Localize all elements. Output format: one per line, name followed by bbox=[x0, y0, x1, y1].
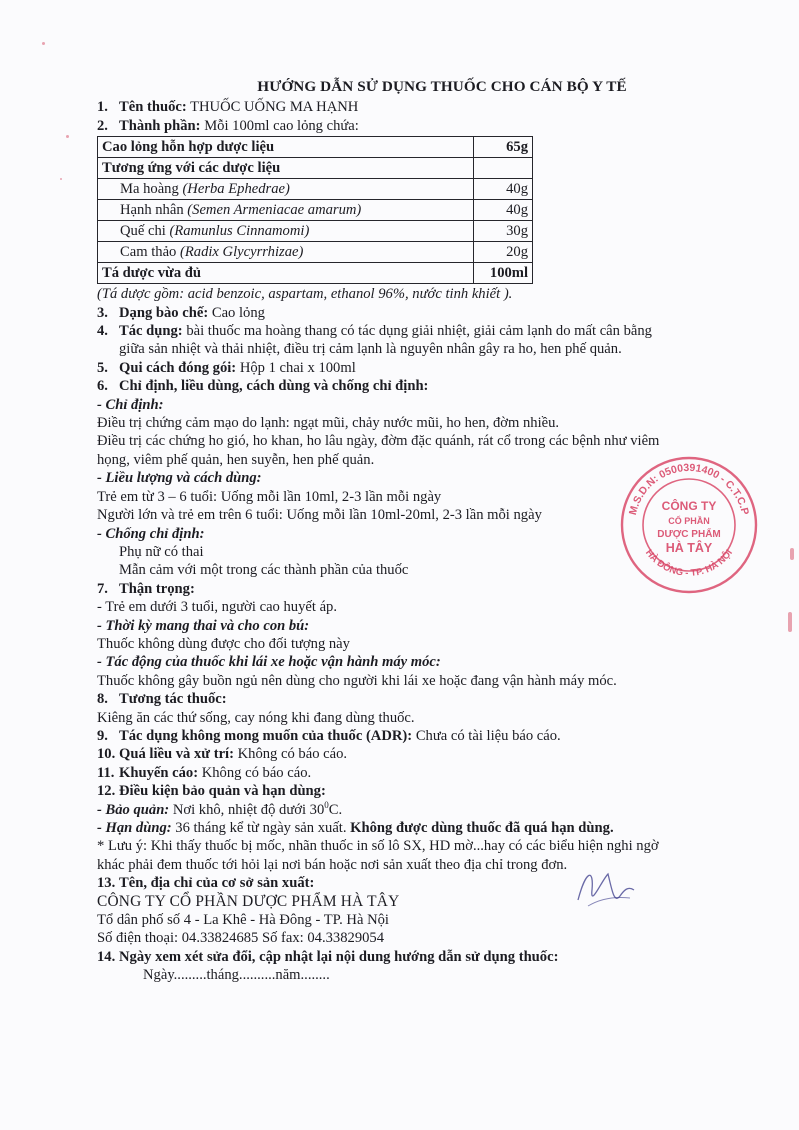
section-number: 7. bbox=[97, 580, 108, 597]
ingredient-latin: (Herba Ephedrae) bbox=[182, 180, 290, 197]
ingredient-name: Hạnh nhân bbox=[120, 201, 184, 218]
indication-line: Điều trị chứng cảm mạo do lạnh: ngạt mũi, chảy nước mũi, ho hen, đờm nhiều. bbox=[97, 415, 560, 432]
table-row bbox=[98, 200, 533, 221]
company-name: CÔNG TY CỔ PHẦN DƯỢC PHẨM HÀ TÂY bbox=[97, 892, 400, 910]
section-label: Tên, địa chỉ của cơ sở sản xuất: bbox=[119, 875, 315, 892]
section-number: 2. bbox=[97, 117, 108, 134]
section-label: Khuyến cáo: bbox=[119, 764, 199, 781]
section-number: 8. bbox=[97, 691, 108, 708]
ingredient-cell bbox=[98, 179, 474, 200]
table-row bbox=[98, 179, 533, 200]
section-label: Tương tác thuốc: bbox=[119, 691, 227, 708]
ingredient-qty bbox=[474, 158, 533, 179]
pregnancy-heading: - Thời kỳ mang thai và cho con bú: bbox=[97, 617, 310, 634]
driving-heading: - Tác động của thuốc khi lái xe hoặc vận hành máy móc: bbox=[97, 654, 441, 671]
section-text: Không có báo cáo. bbox=[237, 746, 348, 763]
section-3 bbox=[97, 304, 757, 322]
section-text: Cao lỏng bbox=[211, 304, 265, 321]
contraindication-line: Phụ nữ có thai bbox=[119, 543, 204, 560]
table-row bbox=[98, 137, 533, 158]
precaution-line: - Trẻ em dưới 3 tuổi, người cao huyết áp. bbox=[97, 599, 337, 616]
ingredient-qty: 100ml bbox=[474, 263, 533, 284]
ingredient-name: Ma hoàng bbox=[120, 180, 179, 197]
contraindication-heading: - Chống chỉ định: bbox=[97, 525, 205, 542]
section-text: bài thuốc ma hoàng thang có tác dụng giải nhiệt, giải cảm lạnh do mất cân bằng bbox=[186, 323, 652, 340]
ingredient-cell bbox=[98, 221, 474, 242]
ingredient-name: Cam thảo bbox=[120, 243, 177, 260]
table-row bbox=[98, 263, 533, 284]
section-number: 9. bbox=[97, 727, 108, 744]
section-number: 4. bbox=[97, 323, 108, 340]
expiry-line bbox=[97, 819, 757, 837]
section-number: 11. bbox=[97, 764, 115, 781]
stamp-bottom-text: HÀ ĐÔNG - TP. HÀ NỘI bbox=[643, 547, 735, 579]
ingredient-name: Quế chi bbox=[120, 222, 166, 239]
section-11 bbox=[97, 764, 757, 782]
section-2 bbox=[97, 117, 757, 135]
section-6 bbox=[97, 377, 757, 395]
pregnancy-text: Thuốc không dùng được cho đối tượng này bbox=[97, 635, 350, 652]
document-title: HƯỚNG DẪN SỬ DỤNG THUỐC CHO CÁN BỘ Y TẾ bbox=[257, 78, 627, 95]
section-number: 12. bbox=[97, 783, 116, 800]
ingredient-latin: (Radix Glycyrrhizae) bbox=[180, 243, 304, 260]
section-text: Chưa có tài liệu báo cáo. bbox=[415, 727, 561, 744]
dosage-line: Người lớn và trẻ em trên 6 tuổi: Uống mỗi lần 10ml-20ml, 2-3 lần mỗi ngày bbox=[97, 507, 542, 524]
ingredient-latin: (Ramunlus Cinnamomi) bbox=[169, 222, 310, 239]
section-text: THUỐC UỐNG MA HẠNH bbox=[190, 99, 359, 116]
storage-unit: C. bbox=[328, 801, 343, 818]
section-text: Không có báo cáo. bbox=[201, 764, 312, 781]
storage-label: - Bảo quản: bbox=[97, 801, 170, 818]
section-5 bbox=[97, 359, 757, 377]
section-number: 5. bbox=[97, 359, 108, 376]
section-label: Tên thuốc: bbox=[119, 99, 187, 116]
ingredient-qty: 65g bbox=[474, 137, 533, 158]
ingredient-qty: 40g bbox=[474, 179, 533, 200]
stamp-line-4: HÀ TÂY bbox=[665, 541, 713, 555]
storage-line bbox=[97, 801, 757, 819]
expiry-warning: Không được dùng thuốc đã quá hạn dùng. bbox=[350, 820, 614, 836]
ingredients-table bbox=[97, 136, 533, 284]
section-number: 14. bbox=[97, 948, 116, 965]
interaction-text: Kiêng ăn các thứ sống, cay nóng khi đang dùng thuốc. bbox=[97, 709, 415, 726]
ingredient-name: Cao lỏng hỗn hợp dược liệu bbox=[98, 137, 474, 158]
ingredient-cell bbox=[98, 200, 474, 221]
ingredient-cell bbox=[98, 242, 474, 263]
section-1 bbox=[97, 98, 757, 116]
scan-speck bbox=[42, 42, 45, 45]
dosage-heading: - Liều lượng và cách dùng: bbox=[97, 470, 262, 487]
indication-line: họng, viêm phế quản, hen suyễn, hen phế quản. bbox=[97, 451, 375, 468]
section-10 bbox=[97, 745, 757, 763]
scan-speck bbox=[60, 178, 62, 180]
indication-heading: - Chỉ định: bbox=[97, 396, 164, 413]
section-8 bbox=[97, 690, 757, 708]
table-row bbox=[98, 242, 533, 263]
section-number: 1. bbox=[97, 99, 108, 116]
storage-text: Nơi khô, nhiệt độ dưới 30 bbox=[172, 801, 325, 818]
stamp-line-3: DƯỢC PHẨM bbox=[657, 529, 721, 540]
table-row bbox=[98, 158, 533, 179]
section-label: Thành phần: bbox=[119, 117, 201, 134]
degree-superscript: 0 bbox=[324, 799, 329, 810]
ingredient-name: Tá dược vừa đủ bbox=[98, 263, 474, 284]
ingredient-name: Tương ứng với các dược liệu bbox=[98, 158, 474, 179]
ingredient-qty: 30g bbox=[474, 221, 533, 242]
section-12 bbox=[97, 782, 757, 800]
section-number: 3. bbox=[97, 304, 108, 321]
excipient-note: (Tá dược gồm: acid benzoic, aspartam, ethanol 96%, nước tinh khiết ). bbox=[97, 286, 513, 303]
expiry-label: - Hạn dùng: bbox=[97, 820, 172, 836]
section-number: 10. bbox=[97, 746, 116, 763]
stamp-line-1: CÔNG TY bbox=[661, 499, 717, 513]
section-4-continued: giữa sản nhiệt và thải nhiệt, điều trị cảm lạnh là nguyên nhân gây ra ho, hen phế quản. bbox=[119, 341, 622, 358]
signature bbox=[568, 860, 648, 920]
section-label: Tác dụng không mong muốn của thuốc (ADR): bbox=[119, 727, 413, 744]
stamp-line-2: CỔ PHẦN bbox=[668, 516, 710, 526]
company-stamp bbox=[618, 454, 760, 596]
section-label: Qui cách đóng gói: bbox=[119, 359, 237, 376]
section-9 bbox=[97, 727, 757, 745]
note-line: * Lưu ý: Khi thấy thuốc bị mốc, nhãn thuốc in số lô SX, HD mờ...hay có các biểu hiện nghi ngờ bbox=[97, 838, 659, 855]
section-4 bbox=[97, 322, 757, 340]
ingredient-latin: (Semen Armeniacae amarum) bbox=[187, 201, 362, 218]
ingredient-qty: 20g bbox=[474, 242, 533, 263]
note-line: khác phải đem thuốc tới hỏi lại nơi bán hoặc nơi sản xuất theo địa chỉ trong đơn. bbox=[97, 856, 568, 873]
contraindication-line: Mẫn cảm với một trong các thành phần của thuốc bbox=[119, 562, 409, 579]
section-text: Mỗi 100ml cao lỏng chứa: bbox=[204, 117, 359, 134]
company-address: Tổ dân phố số 4 - La Khê - Hà Đông - TP. Hà Nội bbox=[97, 912, 389, 929]
date-line: Ngày.........tháng..........năm........ bbox=[143, 967, 330, 984]
driving-text: Thuốc không gây buồn ngủ nên dùng cho người khi lái xe hoặc đang vận hành máy móc. bbox=[97, 672, 617, 689]
section-label: Ngày xem xét sửa đổi, cập nhật lại nội dung hướng dẫn sử dụng thuốc: bbox=[119, 948, 559, 965]
section-label: Chỉ định, liều dùng, cách dùng và chống chỉ định: bbox=[119, 378, 429, 395]
scan-edge-mark bbox=[788, 612, 792, 632]
section-label: Tác dụng: bbox=[119, 323, 183, 340]
ingredient-qty: 40g bbox=[474, 200, 533, 221]
scan-speck bbox=[66, 135, 69, 138]
section-number: 13. bbox=[97, 875, 116, 892]
scan-edge-mark bbox=[790, 548, 794, 560]
section-label: Điều kiện bảo quản và hạn dùng: bbox=[119, 783, 326, 800]
section-number: 6. bbox=[97, 378, 108, 395]
section-label: Quá liều và xử trí: bbox=[119, 746, 234, 763]
section-text: Hộp 1 chai x 100ml bbox=[239, 359, 356, 376]
expiry-text: 36 tháng kể từ ngày sản xuất. bbox=[175, 820, 347, 836]
section-14 bbox=[97, 948, 757, 966]
company-phone: Số điện thoại: 04.33824685 Số fax: 04.33829054 bbox=[97, 930, 385, 947]
table-row bbox=[98, 221, 533, 242]
stamp-ring-text: M.S.D.N: 0500391400 - C.T.C.P bbox=[626, 461, 752, 517]
section-label: Thận trọng: bbox=[119, 580, 195, 597]
indication-line: Điều trị các chứng ho gió, ho khan, ho lâu ngày, đờm đặc quánh, rát cổ trong các bệnh như viêm bbox=[97, 433, 660, 450]
dosage-line: Trẻ em từ 3 – 6 tuổi: Uống mỗi lần 10ml, 2-3 lần mỗi ngày bbox=[97, 488, 442, 505]
section-label: Dạng bào chế: bbox=[119, 304, 209, 321]
section-13 bbox=[97, 874, 757, 892]
